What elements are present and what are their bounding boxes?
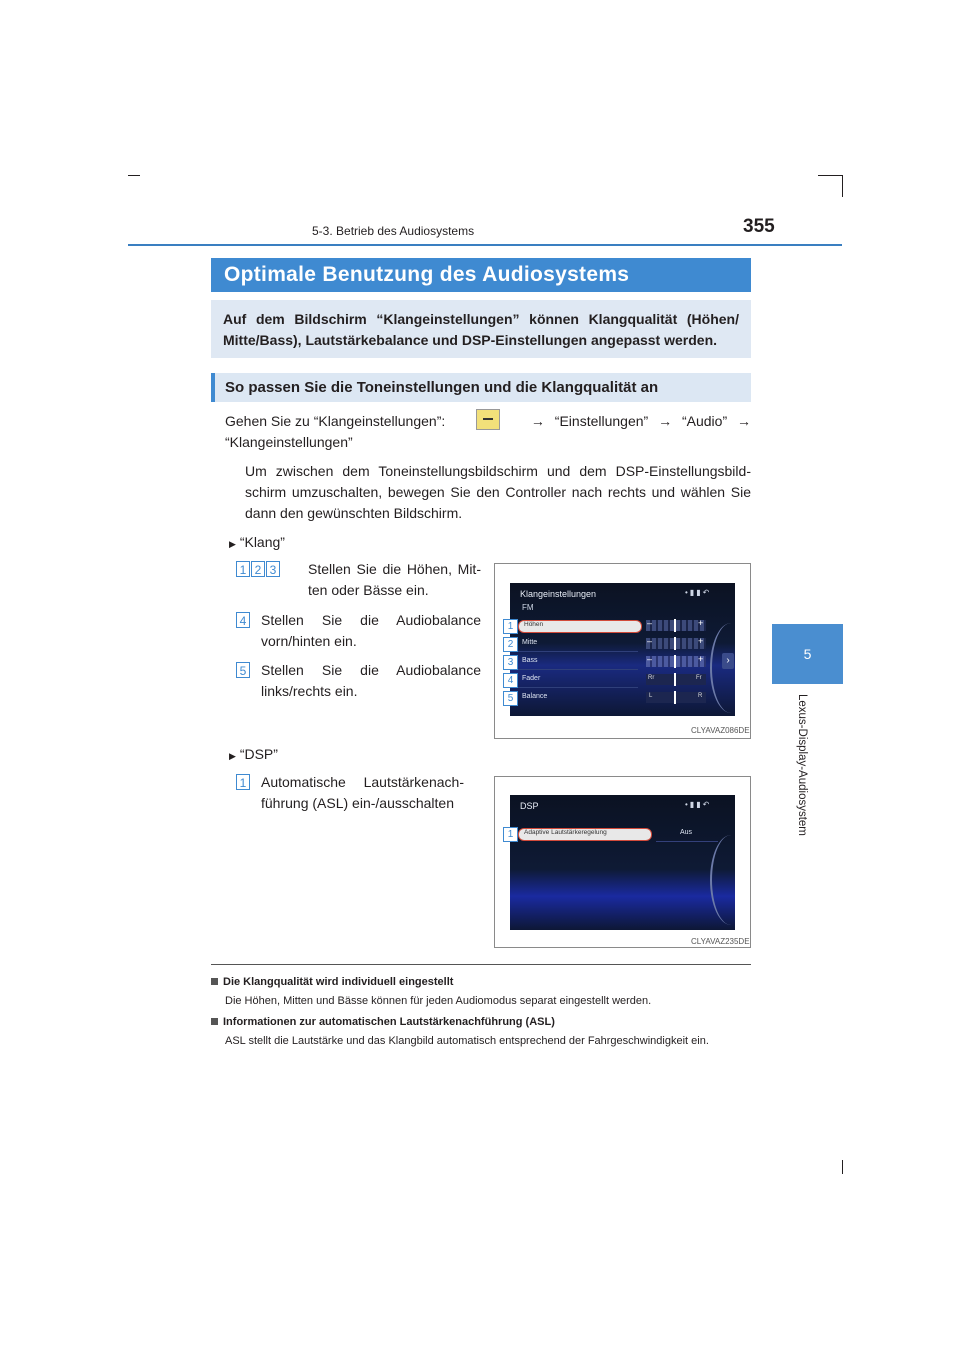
menu-button-icon: [476, 409, 500, 430]
chapter-title: Lexus-Display-Audiosystem: [796, 694, 808, 836]
row-label: Adaptive Lautstärkeregelung: [524, 829, 607, 836]
dsp-item-1: [236, 774, 251, 792]
row-bass[interactable]: Bass: [522, 657, 538, 664]
dsp-item-1-text: Automatische Lautstärkenachführung (ASL) ein-/ausschalten: [261, 774, 464, 811]
screen-title: Klangeinstellungen: [520, 589, 597, 599]
balance-left-label: L: [649, 693, 653, 699]
arrow-bullet-icon: ▶: [229, 539, 236, 549]
row-value: Aus: [680, 829, 693, 836]
note-heading: [211, 1016, 555, 1028]
subheading: So passen Sie die Toneinstellungen und die Klangqualität an: [211, 373, 751, 402]
plus-icon: +: [698, 618, 704, 628]
step-number: 1: [236, 561, 250, 577]
minus-icon: –: [647, 618, 653, 628]
crop-mark: [128, 175, 140, 176]
screen-source: FM: [522, 603, 534, 612]
page-title: Optimale Benutzung des Audiosystems: [211, 258, 751, 292]
klang-label-text: “Klang”: [239, 534, 285, 550]
klang-label: [229, 532, 285, 555]
slider-fader[interactable]: [646, 674, 706, 685]
minus-icon: –: [647, 654, 653, 664]
figure-code: CLYAVAZ086DE: [691, 726, 750, 735]
screen-display: [510, 795, 735, 930]
plus-icon: +: [698, 654, 704, 664]
intro-box: Auf dem Bildschirm “Klangeinstellungen” können Klangqualität (Höhen/ Mitte/Bass), Lautstärkebalance und DSP-Einstellungen angepasst werden.: [211, 300, 751, 358]
callout-2: 2: [503, 637, 518, 652]
row-label: Höhen: [524, 621, 544, 628]
klang-item-5: [236, 662, 251, 680]
crop-mark: [818, 175, 843, 176]
dsp-label: [229, 744, 278, 767]
klang-item-123-text: Stellen Sie die Höhen, Mitten oder Bässe ein.: [308, 561, 481, 598]
hint-text: Um zwischen dem Toneinstellungsbildschirm und dem DSP-Einstellungsbildschirm umzuschalten, bewegen Sie den Controller nach rechts und wählen Sie dann den gewünschten Bildschirm.: [245, 463, 751, 521]
note-body: ASL stellt die Lautstärke und das Klangbild automatisch entsprechend der Fahrgeschwindigkeit ein.: [225, 1035, 709, 1047]
page-number: 355: [743, 216, 775, 237]
screenshot-dsp: [494, 776, 751, 948]
row-divider: [518, 669, 638, 670]
screen-display: [510, 583, 735, 716]
slider-thumb: [674, 655, 676, 668]
row-divider: [518, 687, 638, 688]
arrow-bullet-icon: ▶: [229, 751, 236, 761]
goto-instruction: [225, 411, 751, 432]
figure-code: CLYAVAZ235DE: [691, 937, 750, 946]
step-number: 1: [236, 774, 250, 790]
slider-bass[interactable]: [646, 656, 706, 667]
step-number: 4: [236, 612, 250, 628]
klang-item-4: [236, 612, 251, 630]
header-rule: [128, 244, 842, 246]
row-value-underline: [656, 841, 718, 842]
goto-text-3: “Klangeinstellungen”: [225, 434, 353, 450]
note-heading-text: Informationen zur automatischen Lautstärkenachführung (ASL): [223, 1016, 555, 1028]
slider-thumb: [674, 691, 676, 704]
note-heading: [211, 976, 453, 988]
row-balance[interactable]: Balance: [522, 693, 548, 700]
screen-side-arc: [710, 835, 735, 925]
square-bullet-icon: [211, 1018, 218, 1025]
slider-hohen[interactable]: [646, 620, 706, 631]
row-adaptive-volume[interactable]: [518, 828, 652, 841]
section-header: 5-3. Betrieb des Audiosystems: [312, 224, 475, 238]
note-heading-text: Die Klangqualität wird individuell eingestellt: [223, 976, 454, 988]
step-number: 5: [236, 662, 250, 678]
screen-title: DSP: [520, 801, 539, 811]
klang-item-4-text: Stellen Sie die Audiobalance vorn/hinten ein.: [261, 612, 481, 649]
row-mitte[interactable]: Mitte: [522, 639, 538, 646]
screen-status-icons: •▮▮↶: [685, 800, 712, 809]
step-number: 2: [251, 561, 265, 577]
callout-1: 1: [503, 827, 518, 842]
plus-icon: +: [698, 636, 704, 646]
callout-4: 4: [503, 673, 518, 688]
callout-3: 3: [503, 655, 518, 670]
chapter-tab: 5: [772, 624, 843, 684]
dsp-label-text: “DSP”: [239, 746, 278, 762]
slider-thumb: [674, 673, 676, 686]
balance-right-label: R: [698, 693, 703, 699]
note-body: Die Höhen, Mitten und Bässe können für jeden Audiomodus separat eingestellt werden.: [225, 995, 652, 1007]
goto-text-1: Gehen Sie zu “Klangeinstellungen”:: [225, 413, 446, 429]
crop-mark: [842, 1160, 843, 1174]
goto-text-2: → “Einstellungen” → “Audio” →: [530, 413, 751, 429]
row-fader[interactable]: Fader: [522, 675, 541, 682]
crop-mark: [842, 175, 843, 197]
klang-item-5-text: Stellen Sie die Audiobalance links/rechts ein.: [261, 662, 481, 699]
fader-right-label: Fr: [696, 675, 702, 681]
square-bullet-icon: [211, 978, 218, 985]
slider-mitte[interactable]: [646, 638, 706, 649]
step-number: 3: [266, 561, 280, 577]
minus-icon: –: [647, 636, 653, 646]
screen-status-icons: •▮▮↶: [685, 588, 712, 597]
slider-balance[interactable]: [646, 692, 706, 703]
chevron-right-icon[interactable]: ›: [722, 653, 734, 669]
notes-divider: [211, 964, 751, 965]
slider-thumb: [674, 637, 676, 650]
callout-5: 5: [503, 691, 518, 706]
callout-1: 1: [503, 619, 518, 634]
fader-left-label: Rr: [648, 675, 655, 681]
row-hohen[interactable]: [518, 620, 642, 633]
screenshot-klang: [494, 563, 751, 739]
row-divider: [518, 651, 638, 652]
slider-thumb: [674, 619, 676, 632]
